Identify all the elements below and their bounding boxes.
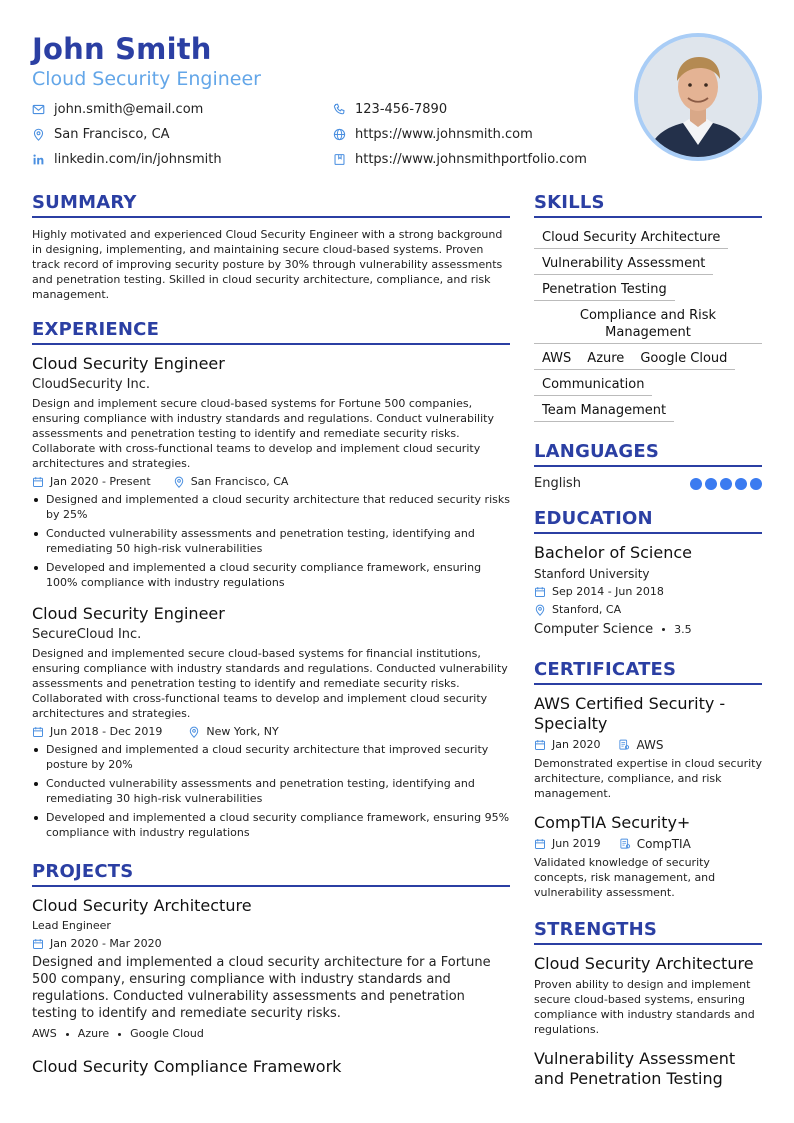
education-location-row: [534, 601, 762, 619]
contact-portfolio[interactable]: [333, 150, 587, 168]
level-dot: [735, 478, 747, 490]
project-title: Cloud Security Architecture: [32, 896, 252, 915]
certificate-issuer: AWS: [636, 738, 664, 752]
email-icon: [32, 103, 45, 116]
strength-title: Cloud Security Architecture: [534, 954, 754, 973]
language-name: English: [534, 476, 581, 491]
contact-linkedin[interactable]: [32, 150, 222, 168]
job-location: New York, NY: [206, 725, 279, 738]
calendar-icon: [32, 476, 44, 488]
certificate-date: Jan 2020: [552, 738, 601, 751]
level-dot: [750, 478, 762, 490]
education-dates-row: [534, 583, 762, 601]
skill-tag: Vulnerability Assessment: [534, 253, 713, 275]
calendar-icon: [32, 726, 44, 738]
contact-location: [32, 125, 170, 143]
left-column: [32, 191, 510, 1077]
summary-text: Highly motivated and experienced Cloud Security Engineer with a strong background in designing, implementing, and maintaining secure cloud-based systems. Proven track record of improving security posture by 30% through vulnerability assessments and penetration testing. Skilled in cloud security architecture, compliance, and risk management.: [32, 228, 503, 301]
linkedin-icon: [32, 153, 45, 166]
job-company: SecureCloud Inc.: [32, 627, 142, 642]
profile-photo: [634, 33, 762, 161]
certificate-icon: [618, 739, 630, 751]
certificate-date: Jun 2019: [552, 837, 601, 850]
bullet-item: Developed and implemented a cloud security compliance framework, ensuring 95% compliance with industry regulations: [32, 810, 510, 840]
project-title: Cloud Security Compliance Framework: [32, 1057, 342, 1076]
skill-tag: Communication: [534, 374, 652, 396]
right-column: [534, 191, 762, 1089]
bullet-item: Designed and implemented a cloud security architecture that improved security posture by 20%: [32, 742, 510, 772]
phone-text: 123-456-7890: [355, 101, 448, 117]
location-text: San Francisco, CA: [54, 126, 170, 142]
job-bullets: [32, 742, 510, 840]
certificate-entry: [534, 813, 762, 900]
language-level: [687, 478, 762, 490]
certificate-title: AWS Certified Security - Specialty: [534, 694, 726, 733]
skill-tag: Azure: [579, 348, 632, 370]
bullet-item: Designed and implemented a cloud security architecture that reduced security risks by 25%: [32, 492, 510, 522]
job-title: Cloud Security Engineer: [32, 604, 225, 623]
language-row: [534, 476, 762, 491]
bullet-item: Conducted vulnerability assessments and penetration testing, identifying and remediating 30 high-risk vulnerabilities: [32, 776, 510, 806]
job-description: Design and implement secure cloud-based systems for Fortune 500 companies, ensuring compliance with industry standards and regulations. Conduct vulnerability assessments and penetration testing to identify and remediate security risks. Collaborate with cross-functional teams to develop and implement cloud security architectures and strategies.: [32, 397, 494, 470]
job-title: Cloud Security Engineer: [32, 354, 225, 373]
strength-entry: [534, 1049, 762, 1089]
job-description: Designed and implemented secure cloud-based systems for financial institutions, ensuring compliance with industry standards and regulations. Conducted vulnerability assessments and penetration testing to identify and remediate security risks. Collaborated with cross-functional teams to develop and implement cloud security architectures and strategies.: [32, 647, 508, 720]
job-dates: Jun 2018 - Dec 2019: [50, 725, 163, 738]
bullet-item: Conducted vulnerability assessments and penetration testing, identifying and remediating 50 high-risk vulnerabilities: [32, 526, 510, 556]
contact-website[interactable]: [333, 125, 533, 143]
skill-tag: Team Management: [534, 400, 674, 422]
contact-email[interactable]: [32, 100, 203, 118]
globe-icon: [333, 128, 346, 141]
skill-tag: Compliance and Risk Management: [534, 305, 762, 344]
linkedin-text: linkedin.com/in/johnsmith: [54, 151, 222, 167]
certificate-meta: [534, 835, 762, 853]
job-company: CloudSecurity Inc.: [32, 377, 151, 392]
school: Stanford University: [534, 567, 650, 581]
location-icon: [32, 128, 45, 141]
certificate-entry: [534, 694, 762, 801]
project-role: Lead Engineer: [32, 919, 111, 932]
education-dates: Sep 2014 - Jun 2018: [552, 585, 664, 598]
job-location: San Francisco, CA: [190, 475, 289, 488]
education-field: Computer Science: [534, 622, 654, 637]
contact-phone[interactable]: [333, 100, 447, 118]
job-meta: [32, 724, 510, 739]
calendar-icon: [32, 938, 44, 950]
project-tag: AWS: [32, 1027, 57, 1040]
website-text: https://www.johnsmith.com: [355, 126, 533, 142]
bullet-item: Developed and implemented a cloud security compliance framework, ensuring 100% compliance with industry regulations: [32, 560, 510, 590]
level-dot: [720, 478, 732, 490]
skill-tag: Google Cloud: [632, 348, 735, 370]
portfolio-text: https://www.johnsmithportfolio.com: [355, 151, 587, 167]
location-icon: [173, 476, 185, 488]
email-text: john.smith@email.com: [54, 101, 204, 117]
project-tag: Azure: [77, 1027, 110, 1040]
certificate-issuer: CompTIA: [636, 837, 691, 851]
skills-heading: SKILLS: [534, 191, 762, 218]
education-field-row: [534, 620, 762, 640]
certificate-icon: [619, 838, 631, 850]
experience-heading: EXPERIENCE: [32, 318, 510, 345]
project-entry: [32, 896, 510, 1041]
project-tag: Google Cloud: [130, 1027, 204, 1040]
certificate-title: CompTIA Security+: [534, 813, 691, 832]
strengths-heading: STRENGTHS: [534, 918, 762, 945]
job-entry: [32, 604, 510, 840]
strength-title: Vulnerability Assessment and Penetration Testing: [534, 1049, 736, 1088]
level-dot: [705, 478, 717, 490]
languages-heading: LANGUAGES: [534, 440, 762, 467]
skills-list: [534, 227, 762, 426]
job-bullets: [32, 492, 510, 590]
summary-heading: SUMMARY: [32, 191, 510, 218]
certificate-meta: [534, 736, 762, 754]
level-dot: [690, 478, 702, 490]
project-dates: Jan 2020 - Mar 2020: [50, 937, 162, 950]
project-meta: [32, 936, 510, 951]
skill-tag: Penetration Testing: [534, 279, 675, 301]
phone-icon: [333, 103, 346, 116]
certificate-description: Demonstrated expertise in cloud security architecture, compliance, and risk management.: [534, 757, 762, 800]
candidate-name: John Smith: [32, 32, 212, 66]
education-gpa: 3.5: [674, 623, 692, 636]
location-icon: [188, 726, 200, 738]
project-tags: [32, 1026, 510, 1041]
job-entry: [32, 354, 510, 590]
projects-heading: PROJECTS: [32, 860, 510, 887]
project-entry: [32, 1057, 510, 1077]
calendar-icon: [534, 838, 546, 850]
strength-entry: [534, 954, 762, 1037]
certificates-heading: CERTIFICATES: [534, 658, 762, 685]
calendar-icon: [534, 586, 546, 598]
degree: Bachelor of Science: [534, 543, 692, 562]
education-heading: EDUCATION: [534, 507, 762, 534]
strength-description: Proven ability to design and implement secure cloud-based systems, ensuring compliance with industry standards and regulations.: [534, 978, 755, 1036]
header: [32, 32, 612, 91]
job-meta: [32, 474, 510, 489]
candidate-title: Cloud Security Engineer: [32, 68, 261, 90]
project-description: Designed and implemented a cloud security architecture for a Fortune 500 company, ensuring compliance with industry standards and regulations. Conducted vulnerability assessments and penetration testing to identify and remediate security risks.: [32, 955, 491, 1021]
job-dates: Jan 2020 - Present: [50, 475, 151, 488]
skill-tag: AWS: [534, 348, 579, 370]
bookmark-icon: [333, 153, 346, 166]
education-entry: [534, 543, 762, 640]
education-location: Stanford, CA: [552, 603, 622, 616]
calendar-icon: [534, 739, 546, 751]
certificate-description: Validated knowledge of security concepts, risk management, and vulnerability assessment.: [534, 856, 716, 899]
location-icon: [534, 604, 546, 616]
skill-tag: Cloud Security Architecture: [534, 227, 728, 249]
